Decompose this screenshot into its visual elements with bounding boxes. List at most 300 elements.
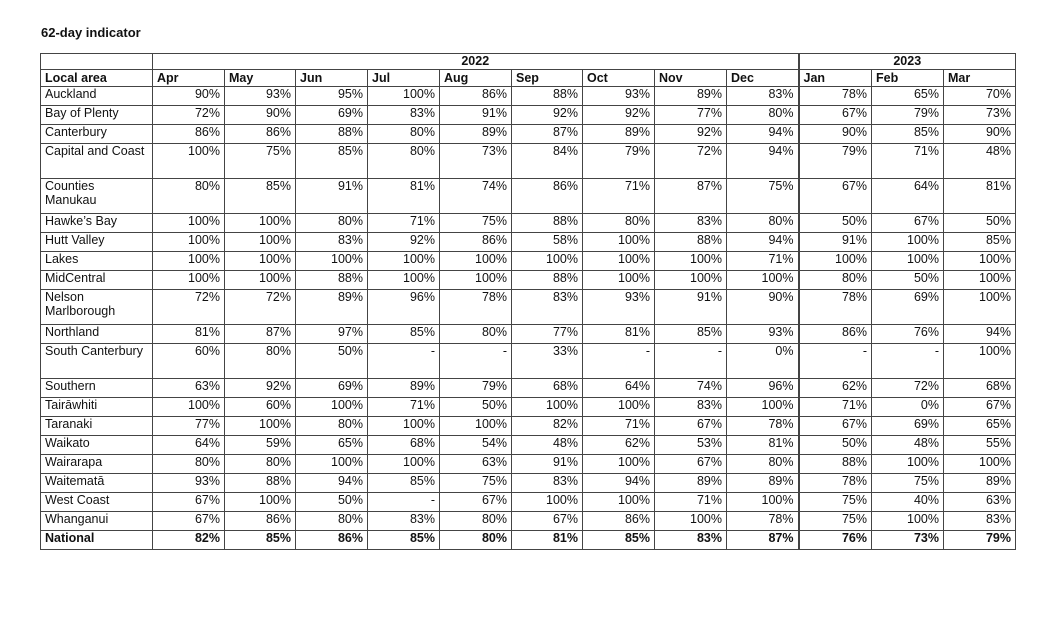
value-cell: 77% bbox=[655, 106, 727, 125]
value-cell: 62% bbox=[583, 436, 655, 455]
value-cell: 69% bbox=[296, 379, 368, 398]
value-cell: 100% bbox=[583, 493, 655, 512]
value-cell: 83% bbox=[727, 87, 799, 106]
value-cell: 33% bbox=[512, 344, 583, 379]
value-cell: 58% bbox=[512, 233, 583, 252]
value-cell: 59% bbox=[225, 436, 296, 455]
value-cell: 71% bbox=[727, 252, 799, 271]
local-area-cell: Hutt Valley bbox=[41, 233, 153, 252]
value-cell: - bbox=[655, 344, 727, 379]
value-cell: 100% bbox=[225, 271, 296, 290]
value-cell: 100% bbox=[655, 252, 727, 271]
value-cell: 71% bbox=[583, 417, 655, 436]
value-cell: 83% bbox=[944, 512, 1016, 531]
value-cell: 89% bbox=[727, 474, 799, 493]
value-cell: 48% bbox=[872, 436, 944, 455]
value-cell: 80% bbox=[368, 144, 440, 179]
value-cell: 100% bbox=[225, 252, 296, 271]
value-cell: 100% bbox=[368, 87, 440, 106]
value-cell: 100% bbox=[440, 252, 512, 271]
column-header-jul: Jul bbox=[368, 70, 440, 87]
value-cell: 86% bbox=[512, 179, 583, 214]
value-cell: 80% bbox=[296, 214, 368, 233]
value-cell: 64% bbox=[583, 379, 655, 398]
local-area-cell: Canterbury bbox=[41, 125, 153, 144]
value-cell: 85% bbox=[225, 531, 296, 550]
value-cell: 72% bbox=[153, 290, 225, 325]
value-cell: 72% bbox=[872, 379, 944, 398]
table-row bbox=[41, 398, 1016, 417]
value-cell: 100% bbox=[944, 290, 1016, 325]
value-cell: 92% bbox=[225, 379, 296, 398]
value-cell: 71% bbox=[368, 398, 440, 417]
value-cell: 67% bbox=[799, 179, 872, 214]
value-cell: 91% bbox=[440, 106, 512, 125]
local-area-cell: West Coast bbox=[41, 493, 153, 512]
value-cell: 50% bbox=[296, 493, 368, 512]
value-cell: 79% bbox=[440, 379, 512, 398]
table-row bbox=[41, 271, 1016, 290]
value-cell: 50% bbox=[799, 214, 872, 233]
value-cell: 78% bbox=[799, 290, 872, 325]
value-cell: 79% bbox=[944, 531, 1016, 550]
value-cell: 74% bbox=[655, 379, 727, 398]
value-cell: 90% bbox=[799, 125, 872, 144]
value-cell: 50% bbox=[944, 214, 1016, 233]
value-cell: 97% bbox=[296, 325, 368, 344]
value-cell: 92% bbox=[512, 106, 583, 125]
value-cell: 100% bbox=[872, 455, 944, 474]
value-cell: 71% bbox=[583, 179, 655, 214]
value-cell: 88% bbox=[799, 455, 872, 474]
value-cell: 88% bbox=[512, 271, 583, 290]
value-cell: 100% bbox=[727, 271, 799, 290]
value-cell: 89% bbox=[368, 379, 440, 398]
value-cell: 88% bbox=[296, 125, 368, 144]
value-cell: 85% bbox=[583, 531, 655, 550]
value-cell: 86% bbox=[583, 512, 655, 531]
value-cell: 95% bbox=[296, 87, 368, 106]
value-cell: 85% bbox=[368, 531, 440, 550]
value-cell: 100% bbox=[655, 271, 727, 290]
value-cell: 71% bbox=[655, 493, 727, 512]
value-cell: - bbox=[368, 344, 440, 379]
value-cell: 86% bbox=[799, 325, 872, 344]
value-cell: 53% bbox=[655, 436, 727, 455]
local-area-cell: Lakes bbox=[41, 252, 153, 271]
local-area-cell: Auckland bbox=[41, 87, 153, 106]
value-cell: 81% bbox=[153, 325, 225, 344]
value-cell: 89% bbox=[944, 474, 1016, 493]
value-cell: 83% bbox=[368, 512, 440, 531]
table-row bbox=[41, 512, 1016, 531]
value-cell: 71% bbox=[799, 398, 872, 417]
value-cell: 78% bbox=[799, 87, 872, 106]
value-cell: 67% bbox=[872, 214, 944, 233]
value-cell: 100% bbox=[655, 512, 727, 531]
value-cell: 86% bbox=[440, 87, 512, 106]
value-cell: 48% bbox=[944, 144, 1016, 179]
value-cell: 68% bbox=[368, 436, 440, 455]
value-cell: 83% bbox=[655, 214, 727, 233]
value-cell: 80% bbox=[225, 455, 296, 474]
value-cell: 100% bbox=[225, 493, 296, 512]
table-row bbox=[41, 493, 1016, 512]
value-cell: 76% bbox=[872, 325, 944, 344]
value-cell: 90% bbox=[727, 290, 799, 325]
column-header-nov: Nov bbox=[655, 70, 727, 87]
value-cell: 63% bbox=[153, 379, 225, 398]
value-cell: 60% bbox=[153, 344, 225, 379]
value-cell: 100% bbox=[225, 233, 296, 252]
value-cell: 50% bbox=[872, 271, 944, 290]
value-cell: 100% bbox=[583, 455, 655, 474]
value-cell: 92% bbox=[655, 125, 727, 144]
value-cell: 75% bbox=[799, 512, 872, 531]
table-row bbox=[41, 417, 1016, 436]
value-cell: 93% bbox=[727, 325, 799, 344]
column-header-jan: Jan bbox=[799, 70, 872, 87]
local-area-cell: Capital and Coast bbox=[41, 144, 153, 179]
value-cell: 100% bbox=[583, 398, 655, 417]
value-cell: 89% bbox=[296, 290, 368, 325]
value-cell: 70% bbox=[944, 87, 1016, 106]
value-cell: 65% bbox=[944, 417, 1016, 436]
value-cell: 100% bbox=[153, 233, 225, 252]
value-cell: 80% bbox=[153, 455, 225, 474]
value-cell: 100% bbox=[583, 233, 655, 252]
value-cell: 67% bbox=[512, 512, 583, 531]
value-cell: - bbox=[872, 344, 944, 379]
local-area-cell: Hawke’s Bay bbox=[41, 214, 153, 233]
table-row bbox=[41, 125, 1016, 144]
table-row bbox=[41, 214, 1016, 233]
value-cell: 88% bbox=[512, 87, 583, 106]
table-row bbox=[41, 233, 1016, 252]
value-cell: 100% bbox=[368, 271, 440, 290]
value-cell: 100% bbox=[368, 455, 440, 474]
value-cell: 83% bbox=[512, 290, 583, 325]
value-cell: 71% bbox=[872, 144, 944, 179]
column-header-apr: Apr bbox=[153, 70, 225, 87]
value-cell: 87% bbox=[727, 531, 799, 550]
local-area-cell: Nelson Marlborough bbox=[41, 290, 153, 325]
table-row bbox=[41, 455, 1016, 474]
value-cell: 82% bbox=[153, 531, 225, 550]
value-cell: 89% bbox=[655, 474, 727, 493]
table-row bbox=[41, 252, 1016, 271]
value-cell: 85% bbox=[225, 179, 296, 214]
value-cell: 85% bbox=[944, 233, 1016, 252]
value-cell: 92% bbox=[368, 233, 440, 252]
value-cell: 100% bbox=[944, 252, 1016, 271]
value-cell: 93% bbox=[225, 87, 296, 106]
value-cell: 82% bbox=[512, 417, 583, 436]
value-cell: 55% bbox=[944, 436, 1016, 455]
value-cell: 40% bbox=[872, 493, 944, 512]
local-area-cell: Tairāwhiti bbox=[41, 398, 153, 417]
value-cell: 81% bbox=[368, 179, 440, 214]
local-area-cell: Whanganui bbox=[41, 512, 153, 531]
value-cell: 75% bbox=[727, 179, 799, 214]
value-cell: 83% bbox=[512, 474, 583, 493]
value-cell: 75% bbox=[872, 474, 944, 493]
value-cell: 86% bbox=[153, 125, 225, 144]
value-cell: 69% bbox=[296, 106, 368, 125]
value-cell: 93% bbox=[583, 290, 655, 325]
value-cell: 86% bbox=[296, 531, 368, 550]
value-cell: 100% bbox=[440, 271, 512, 290]
value-cell: 100% bbox=[225, 417, 296, 436]
value-cell: 79% bbox=[799, 144, 872, 179]
value-cell: 93% bbox=[583, 87, 655, 106]
value-cell: 67% bbox=[944, 398, 1016, 417]
local-area-cell: National bbox=[41, 531, 153, 550]
value-cell: 91% bbox=[512, 455, 583, 474]
value-cell: 67% bbox=[799, 417, 872, 436]
value-cell: 67% bbox=[153, 493, 225, 512]
value-cell: 89% bbox=[655, 87, 727, 106]
value-cell: 91% bbox=[655, 290, 727, 325]
column-header-jun: Jun bbox=[296, 70, 368, 87]
value-cell: 86% bbox=[225, 512, 296, 531]
column-header-local-area: Local area bbox=[41, 70, 153, 87]
value-cell: 80% bbox=[296, 417, 368, 436]
value-cell: 83% bbox=[368, 106, 440, 125]
value-cell: 94% bbox=[727, 233, 799, 252]
table-row bbox=[41, 474, 1016, 493]
value-cell: 50% bbox=[440, 398, 512, 417]
value-cell: 79% bbox=[583, 144, 655, 179]
local-area-cell: Waitematā bbox=[41, 474, 153, 493]
value-cell: 100% bbox=[944, 455, 1016, 474]
value-cell: 100% bbox=[153, 214, 225, 233]
value-cell: 80% bbox=[440, 325, 512, 344]
value-cell: 90% bbox=[153, 87, 225, 106]
value-cell: 85% bbox=[368, 474, 440, 493]
value-cell: 96% bbox=[727, 379, 799, 398]
value-cell: 67% bbox=[153, 512, 225, 531]
value-cell: 94% bbox=[296, 474, 368, 493]
value-cell: 100% bbox=[872, 233, 944, 252]
value-cell: 74% bbox=[440, 179, 512, 214]
value-cell: 94% bbox=[727, 125, 799, 144]
value-cell: 71% bbox=[368, 214, 440, 233]
value-cell: 100% bbox=[153, 252, 225, 271]
value-cell: 80% bbox=[296, 512, 368, 531]
local-area-cell: Northland bbox=[41, 325, 153, 344]
table-row bbox=[41, 290, 1016, 325]
value-cell: 67% bbox=[655, 417, 727, 436]
column-header-mar: Mar bbox=[944, 70, 1016, 87]
value-cell: 86% bbox=[225, 125, 296, 144]
table-row bbox=[41, 325, 1016, 344]
column-header-sep: Sep bbox=[512, 70, 583, 87]
value-cell: 62% bbox=[799, 379, 872, 398]
value-cell: 80% bbox=[727, 455, 799, 474]
value-cell: 100% bbox=[727, 493, 799, 512]
value-cell: 50% bbox=[296, 344, 368, 379]
value-cell: 84% bbox=[512, 144, 583, 179]
value-cell: 0% bbox=[872, 398, 944, 417]
value-cell: 85% bbox=[655, 325, 727, 344]
indicator-table bbox=[40, 53, 1016, 550]
value-cell: 78% bbox=[440, 290, 512, 325]
value-cell: 72% bbox=[225, 290, 296, 325]
value-cell: 88% bbox=[296, 271, 368, 290]
value-cell: 79% bbox=[872, 106, 944, 125]
value-cell: 75% bbox=[440, 474, 512, 493]
value-cell: 67% bbox=[799, 106, 872, 125]
column-header-feb: Feb bbox=[872, 70, 944, 87]
value-cell: 100% bbox=[727, 398, 799, 417]
value-cell: 77% bbox=[153, 417, 225, 436]
value-cell: 50% bbox=[799, 436, 872, 455]
value-cell: 67% bbox=[440, 493, 512, 512]
page-title: 62-day indicator bbox=[41, 25, 141, 40]
local-area-cell: Taranaki bbox=[41, 417, 153, 436]
value-cell: 65% bbox=[296, 436, 368, 455]
value-cell: 100% bbox=[296, 398, 368, 417]
local-area-cell: Counties Manukau bbox=[41, 179, 153, 214]
value-cell: 75% bbox=[225, 144, 296, 179]
value-cell: 88% bbox=[225, 474, 296, 493]
value-cell: 72% bbox=[153, 106, 225, 125]
value-cell: 88% bbox=[655, 233, 727, 252]
value-cell: 80% bbox=[225, 344, 296, 379]
column-header-oct: Oct bbox=[583, 70, 655, 87]
value-cell: 63% bbox=[440, 455, 512, 474]
value-cell: 0% bbox=[727, 344, 799, 379]
value-cell: 80% bbox=[727, 214, 799, 233]
value-cell: 81% bbox=[583, 325, 655, 344]
national-row bbox=[41, 531, 1016, 550]
value-cell: 94% bbox=[727, 144, 799, 179]
value-cell: 80% bbox=[799, 271, 872, 290]
value-cell: 69% bbox=[872, 417, 944, 436]
value-cell: 100% bbox=[153, 144, 225, 179]
value-cell: 85% bbox=[296, 144, 368, 179]
value-cell: 100% bbox=[153, 271, 225, 290]
local-area-cell: Southern bbox=[41, 379, 153, 398]
value-cell: - bbox=[440, 344, 512, 379]
table-row bbox=[41, 87, 1016, 106]
value-cell: 90% bbox=[944, 125, 1016, 144]
value-cell: 73% bbox=[872, 531, 944, 550]
value-cell: 100% bbox=[440, 417, 512, 436]
value-cell: 80% bbox=[153, 179, 225, 214]
value-cell: 94% bbox=[944, 325, 1016, 344]
value-cell: 91% bbox=[296, 179, 368, 214]
value-cell: 91% bbox=[799, 233, 872, 252]
year-header-2023: 2023 bbox=[799, 54, 1016, 70]
value-cell: 68% bbox=[944, 379, 1016, 398]
value-cell: 92% bbox=[583, 106, 655, 125]
value-cell: 96% bbox=[368, 290, 440, 325]
value-cell: 100% bbox=[799, 252, 872, 271]
value-cell: 73% bbox=[944, 106, 1016, 125]
local-area-cell: Wairarapa bbox=[41, 455, 153, 474]
value-cell: 100% bbox=[296, 252, 368, 271]
value-cell: 54% bbox=[440, 436, 512, 455]
value-cell: 83% bbox=[655, 398, 727, 417]
table-row bbox=[41, 436, 1016, 455]
local-area-cell: South Canterbury bbox=[41, 344, 153, 379]
value-cell: 75% bbox=[799, 493, 872, 512]
value-cell: 80% bbox=[583, 214, 655, 233]
value-cell: 87% bbox=[225, 325, 296, 344]
value-cell: - bbox=[799, 344, 872, 379]
value-cell: 100% bbox=[944, 271, 1016, 290]
value-cell: 93% bbox=[153, 474, 225, 493]
table-row bbox=[41, 106, 1016, 125]
table-row bbox=[41, 144, 1016, 179]
value-cell: 63% bbox=[944, 493, 1016, 512]
value-cell: 60% bbox=[225, 398, 296, 417]
value-cell: 87% bbox=[512, 125, 583, 144]
value-cell: 81% bbox=[727, 436, 799, 455]
value-cell: 100% bbox=[153, 398, 225, 417]
value-cell: 77% bbox=[512, 325, 583, 344]
value-cell: 80% bbox=[368, 125, 440, 144]
corner-cell bbox=[41, 54, 153, 70]
value-cell: 78% bbox=[727, 417, 799, 436]
value-cell: 81% bbox=[512, 531, 583, 550]
local-area-cell: Bay of Plenty bbox=[41, 106, 153, 125]
table-row bbox=[41, 179, 1016, 214]
value-cell: 80% bbox=[727, 106, 799, 125]
value-cell: 80% bbox=[440, 512, 512, 531]
value-cell: 83% bbox=[296, 233, 368, 252]
value-cell: 100% bbox=[944, 344, 1016, 379]
value-cell: 100% bbox=[872, 512, 944, 531]
value-cell: 89% bbox=[583, 125, 655, 144]
value-cell: 100% bbox=[368, 252, 440, 271]
local-area-cell: Waikato bbox=[41, 436, 153, 455]
value-cell: - bbox=[583, 344, 655, 379]
value-cell: 100% bbox=[512, 398, 583, 417]
local-area-cell: MidCentral bbox=[41, 271, 153, 290]
value-cell: 64% bbox=[153, 436, 225, 455]
value-cell: 48% bbox=[512, 436, 583, 455]
value-cell: 78% bbox=[799, 474, 872, 493]
value-cell: 100% bbox=[583, 252, 655, 271]
column-header-may: May bbox=[225, 70, 296, 87]
value-cell: 100% bbox=[583, 271, 655, 290]
value-cell: 80% bbox=[440, 531, 512, 550]
value-cell: 86% bbox=[440, 233, 512, 252]
value-cell: 100% bbox=[872, 252, 944, 271]
table-row bbox=[41, 379, 1016, 398]
value-cell: 68% bbox=[512, 379, 583, 398]
value-cell: 90% bbox=[225, 106, 296, 125]
value-cell: 87% bbox=[655, 179, 727, 214]
year-header-2022: 2022 bbox=[153, 54, 799, 70]
value-cell: 94% bbox=[583, 474, 655, 493]
value-cell: 100% bbox=[512, 252, 583, 271]
value-cell: 85% bbox=[872, 125, 944, 144]
value-cell: 64% bbox=[872, 179, 944, 214]
value-cell: 100% bbox=[296, 455, 368, 474]
value-cell: 83% bbox=[655, 531, 727, 550]
value-cell: 81% bbox=[944, 179, 1016, 214]
value-cell: 73% bbox=[440, 144, 512, 179]
table-row bbox=[41, 344, 1016, 379]
value-cell: 85% bbox=[368, 325, 440, 344]
column-header-dec: Dec bbox=[727, 70, 799, 87]
value-cell: 88% bbox=[512, 214, 583, 233]
column-header-aug: Aug bbox=[440, 70, 512, 87]
